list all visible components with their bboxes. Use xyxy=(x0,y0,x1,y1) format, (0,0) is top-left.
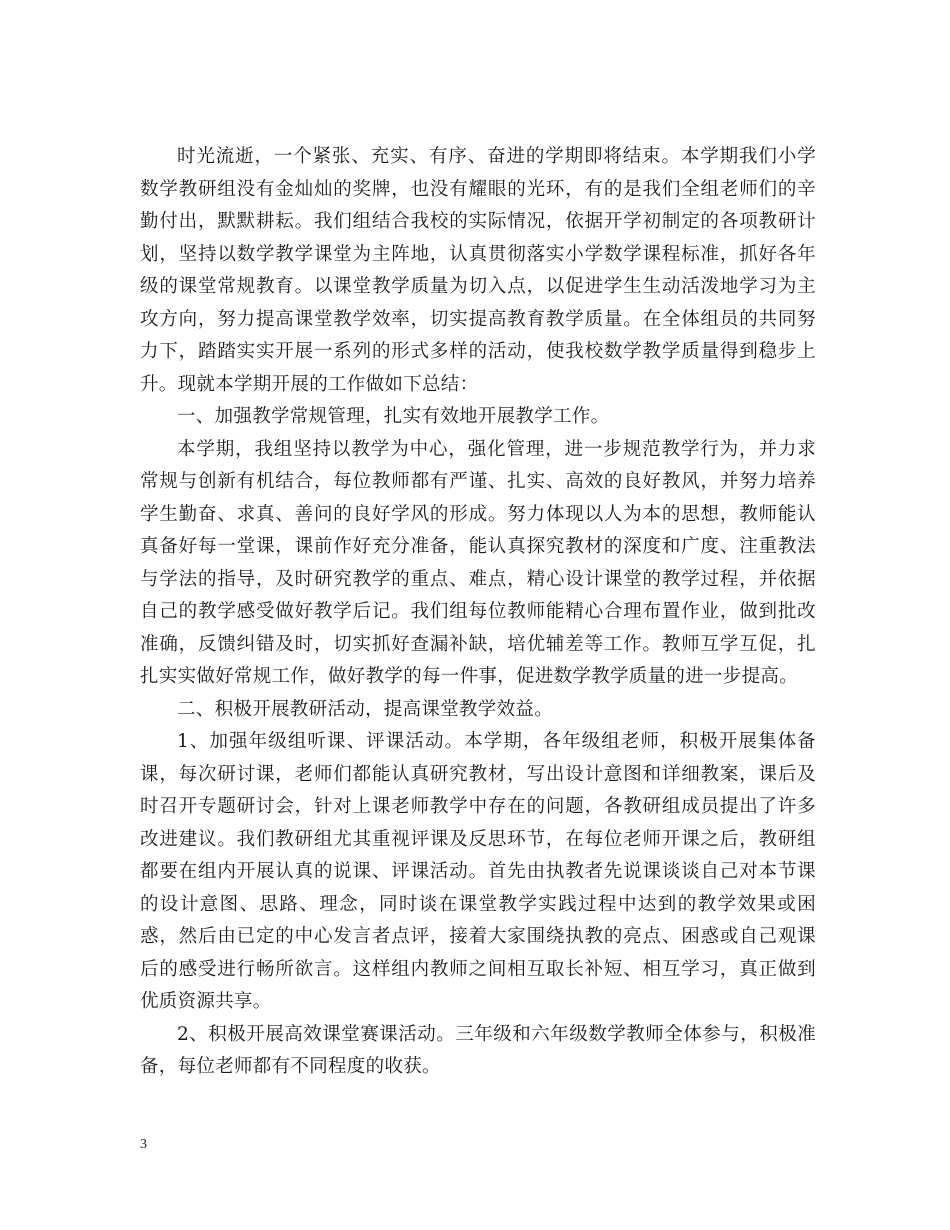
document-body xyxy=(140,141,816,1084)
section-heading-1: 一、加强教学常规管理，扎实有效地开展教学工作。 xyxy=(177,406,610,427)
paragraph-section-1: 本学期，我组坚持以教学为中心，强化管理，进一步规范教学行为，并力求常规与创新有机结合，每位教师都有严谨、扎实、高效的良好教风，并努力培养学生勤奋、求真、善问的良好学风的形成。努力体现以人为本的思想，教师能认真备好每一堂课，课前作好充分准备，能认真探究教材的深度和广度、注重教法与学法的指导，及时研究教学的重点、难点，精心设计课堂的教学过程，并依据自己的教学感受做好教学后记。我们组每位教师能精心合理布置作业，做到批改准确，反馈纠错及时，切实抓好查漏补缺，培优辅差等工作。教师互学互促，扎扎实实做好常规工作，做好教学的每一件事，促进数学教学质量的进一步提高。 xyxy=(140,438,816,687)
paragraph-item-1: 1、加强年级组听课、评课活动。本学期，各年级组老师，积极开展集体备课，每次研讨课，老师们都能认真研究教材，写出设计意图和详细教案，课后及时召开专题研讨会，针对上课老师教学中存在的问题，各教研组成员提出了许多改进建议。我们教研组尤其重视评课及反思环节，在每位老师开课之后，教研组都要在组内开展认真的说课、评课活动。首先由执教者先说课谈谈自己对本节课的设计意图、思路、理念，同时谈在课堂教学实践过程中达到的教学效果或困惑，然后由已定的中心发言者点评，接着大家围绕执教的亮点、困惑或自己观课后的感受进行畅所欲言。这样组内教师之间相互取长补短、相互学习，真正做到优质资源共享。 xyxy=(140,731,816,1012)
paragraph-intro: 时光流逝，一个紧张、充实、有序、奋进的学期即将结束。本学期我们小学数学教研组没有金灿灿的奖牌，也没有耀眼的光环，有的是我们全组老师们的辛勤付出，默默耕耘。我们组结合我校的实际情况，依据开学初制定的各项教研计划，坚持以数学教学课堂为主阵地，认真贯彻落实小学数学课程标准，抓好各年级的课堂常规教育。以课堂教学质量为切入点，以促进学生生动活泼地学习为主攻方向，努力提高课堂教学效率，切实提高教育教学质量。在全体组员的共同努力下，踏踏实实开展一系列的形式多样的活动，使我校数学教学质量得到稳步上升。现就本学期开展的工作做如下总结： xyxy=(140,146,816,395)
section-heading-2: 二、积极开展教研活动，提高课堂教学效益。 xyxy=(177,698,554,720)
paragraph-item-2: 2、积极开展高效课堂赛课活动。三年级和六年级数学教师全体参与，积极准备，每位老师都有不同程度的收获。 xyxy=(140,1023,816,1077)
page-number: 3 xyxy=(140,1137,147,1152)
